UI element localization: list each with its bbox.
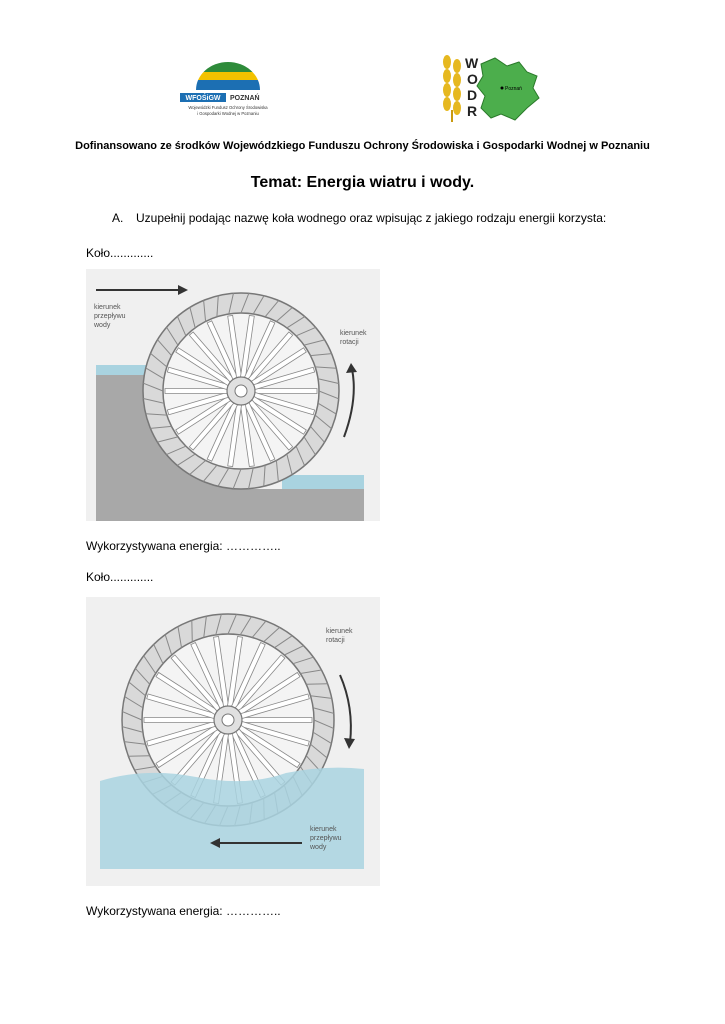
wfosigw-logo bbox=[176, 58, 280, 122]
fig2-flow-label-1: kierunek bbox=[310, 826, 337, 833]
wheel-1 bbox=[143, 293, 339, 489]
figure-water-wheel-2 bbox=[86, 597, 380, 886]
fig1-flow-label-1: kierunek bbox=[94, 304, 121, 311]
wodr-letter-o: O bbox=[467, 71, 478, 87]
wheel-name-field-2: Koło............. bbox=[86, 570, 154, 584]
funding-note: Dofinansowano ze środków Wojewódzkiego Funduszu Ochrony Środowiska i Gospodarki Wodnej w Poznaniu bbox=[75, 140, 650, 152]
fig1-rotation-arrow bbox=[344, 369, 354, 437]
fig2-flow-label-2: przepływu bbox=[310, 835, 342, 842]
fig2-rotation-arrow bbox=[340, 675, 351, 743]
figure-water-wheel-1 bbox=[86, 269, 380, 521]
task-instruction bbox=[112, 211, 606, 225]
fig2-rotation-label-2: rotacji bbox=[326, 637, 345, 644]
fig2-rotation-label-1: kierunek bbox=[326, 628, 353, 635]
wfosigw-name: WFOŚiGW bbox=[185, 95, 221, 102]
fig1-rotation-label-1: kierunek bbox=[340, 330, 367, 337]
wfosigw-logo-graphic bbox=[176, 58, 280, 122]
page-title: Temat: Energia wiatru i wody. bbox=[250, 174, 475, 191]
fig1-rotation-label-2: rotacji bbox=[340, 339, 359, 346]
energy-field-1: Wykorzystywana energia: ………….. bbox=[86, 539, 281, 553]
wodr-map-label: Poznań bbox=[505, 86, 522, 92]
wodr-logo-graphic bbox=[437, 52, 545, 124]
figure-2-drawing bbox=[86, 597, 380, 886]
fig1-flow-label-2: przepływu bbox=[94, 313, 126, 320]
wfosigw-city: POZNAŃ bbox=[230, 95, 260, 102]
wodr-letter-r: R bbox=[467, 103, 478, 119]
wfosigw-sub2: i Gospodarki Wodnej w Poznaniu bbox=[197, 111, 259, 116]
wfosigw-sub1: Wojewódzki Fundusz Ochrony Środowiska bbox=[188, 105, 268, 110]
fig1-flow-label-3: wody bbox=[94, 322, 111, 329]
energy-field-2: Wykorzystywana energia: ………….. bbox=[86, 904, 281, 918]
wheel-name-field-1: Koło............. bbox=[86, 246, 154, 260]
wodr-letter-d: D bbox=[467, 87, 478, 103]
wodr-letter-w: W bbox=[465, 55, 479, 71]
task-letter: A. bbox=[112, 211, 124, 225]
wodr-logo bbox=[437, 52, 545, 124]
figure-1-drawing bbox=[86, 269, 380, 521]
fig2-flow-label-3: wody bbox=[310, 844, 327, 851]
task-text: Uzupełnij podając nazwę koła wodnego oraz wpisując z jakiego rodzaju energii korzysta: bbox=[136, 211, 607, 225]
